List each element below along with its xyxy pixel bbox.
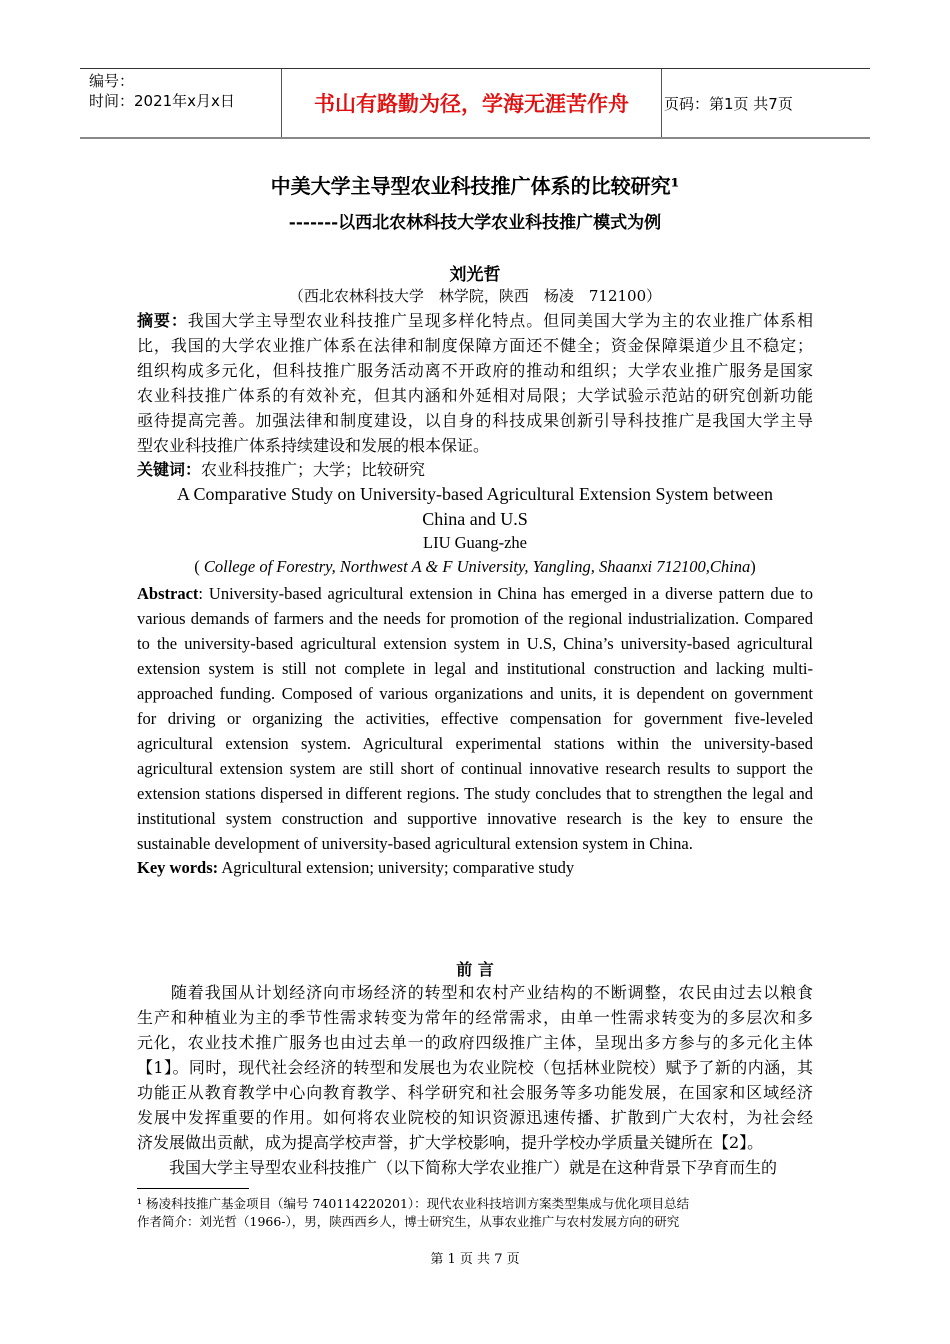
affiliation-en-text: College of Forestry, Northwest A & F University, Yangling, Shaanxi 712100,China	[203, 557, 751, 576]
abstract-cn-line	[137, 383, 813, 408]
paper-title: 中美大学主导型农业科技推广体系的比较研究¹	[270, 174, 680, 198]
keywords-en-text: Agricultural extension; university; comparative study	[218, 858, 575, 877]
line-text: 生产和种植业为主的季节性需求转变为常年的经常需求，由单一性需求转变为的多层次和多	[137, 1008, 813, 1027]
title-en	[0, 482, 950, 532]
body-line	[137, 1080, 813, 1105]
author-affiliation: （西北农林科技大学 林学院，陕西 杨凌 712100）	[288, 287, 662, 305]
line-text: 农业科技推广体系的有效补充，但其内涵和外延相对局限；大学试验示范站的研究创新功能	[137, 386, 813, 405]
line-text: 随着我国从计划经济向市场经济的转型和农村产业结构的不断调整，农民由过去以粮食	[137, 983, 813, 1002]
line-text: agricultural extension system. Agricultural experimental stations within the university-based	[137, 734, 813, 753]
body-line	[137, 1030, 813, 1055]
abstract-en-line	[137, 781, 813, 806]
footnote-2: 作者简介：刘光哲（1966-），男，陕西西乡人，博士研究生，从事农业推广与农村发展方向的研究	[137, 1214, 680, 1229]
line-text: 比，我国的大学农业推广体系在法律和制度保障方面还不健全；资金保障渠道少且不稳定；	[137, 336, 813, 355]
abstract-en-line	[137, 681, 813, 706]
page-header	[80, 68, 870, 139]
abstract-label: 摘要：	[137, 311, 188, 330]
header-meta	[80, 69, 280, 137]
line-text: extension system is still not complete in legal and institutional construction and lacking multi-	[137, 659, 813, 678]
line-text: 【1】。同时，现代社会经济的转型和发展也为农业院校（包括林业院校）赋予了新的内涵，其	[137, 1058, 813, 1077]
abstract-cn-line	[137, 358, 813, 383]
body-line	[137, 1005, 813, 1030]
line-text: 我国大学主导型农业科技推广呈现多样化特点。但同美国大学为主的农业推广体系相	[187, 311, 813, 330]
page-footer: 第 1 页 共 7 页	[430, 1252, 520, 1267]
abstract-cn-line	[137, 433, 813, 458]
keywords-en	[137, 855, 813, 880]
keywords-en-label: Key words:	[137, 858, 219, 877]
body-line	[137, 1130, 813, 1155]
line-text: sustainable development of university-based agricultural extension system in China.	[137, 834, 693, 853]
line-text: to the university-based agricultural extension system in U.S, China’s university-based agricultural	[137, 634, 813, 653]
line-text: 发展中发挥重要的作用。如何将农业院校的知识资源迅速传播、扩散到广大农村，为社会经	[137, 1108, 813, 1127]
abstract-en-line	[137, 581, 813, 606]
line-text: 济发展做出贡献，成为提高学校声誉，扩大学校影响，提升学校办学质量关键所在【2】。	[137, 1133, 764, 1152]
abstract-en-line	[137, 806, 813, 831]
title-en-line: China and U.S	[422, 509, 528, 529]
author-en: LIU Guang-zhe	[423, 533, 527, 552]
abstract-en-line	[137, 631, 813, 656]
keywords-text: 农业科技推广；大学；比较研究	[201, 460, 426, 479]
affiliation-en: ( College of Forestry, Northwest A & F University, Yangling, Shaanxi 712100,China)	[194, 557, 756, 576]
section-title: 前 言	[456, 960, 494, 979]
body-line	[137, 1155, 813, 1180]
keywords-cn	[137, 457, 813, 482]
title-en-line: A Comparative Study on University-based Agricultural Extension System between	[177, 484, 773, 504]
line-text: 我国大学主导型农业科技推广（以下简称大学农业推广）就是在这种背景下孕育而生的	[137, 1158, 778, 1177]
header-motto: 书山有路勤为径，学海无涯苦作舟	[281, 69, 662, 137]
abstract-en-line	[137, 606, 813, 631]
body-line	[137, 1105, 813, 1130]
number-label: 编号：	[89, 72, 135, 90]
abstract-en-line	[137, 831, 813, 856]
abstract-label: Abstract	[137, 584, 199, 603]
line-text: institutional system construction and supportive innovative research is the key to ensure the	[137, 809, 813, 828]
header-page-label: 页码：第1页 共7页	[664, 94, 793, 113]
body-line	[137, 1055, 813, 1080]
line-text: 功能正从教育教学中心向教育教学、科学研究和社会服务等多功能发展，在国家和区域经济	[137, 1083, 813, 1102]
line-text: 亟待提高完善。加强法律和制度建设，以自身的科技成果创新引导科技推广是我国大学主导	[137, 411, 813, 430]
keywords-label: 关键词：	[137, 460, 202, 479]
body-line	[137, 980, 813, 1005]
abstract-cn-line	[137, 408, 813, 433]
abstract-cn-line	[137, 333, 813, 358]
paper-subtitle: -------以西北农林科技大学农业科技推广模式为例	[288, 213, 662, 233]
line-text: 元化，农业技术推广服务也由过去单一的政府四级推广主体，呈现出多方参与的多元化主体	[137, 1033, 813, 1052]
abstract-en-line	[137, 756, 813, 781]
line-text: 组织构成多元化，但科技推广服务活动离不开政府的推动和组织；大学农业推广服务是国家	[137, 361, 813, 380]
date-label: 时间：2021年x月x日	[89, 92, 235, 110]
line-text: : University-based agricultural extension in China has emerged in a diverse pattern due to	[198, 584, 813, 603]
line-text: 型农业科技推广体系持续建设和发展的根本保证。	[137, 436, 490, 455]
abstract-cn-line	[137, 308, 813, 333]
abstract-en-line	[137, 731, 813, 756]
line-text: extension stations dispersed in different regions. The study concludes that to strengthen the legal and	[137, 784, 813, 803]
footnote-1: ¹ 杨凌科技推广基金项目（编号 740114220201）：现代农业科技培训方案类型集成与优化项目总结	[137, 1196, 690, 1211]
line-text: agricultural extension system are still short of continual innovative research results to support the	[137, 759, 813, 778]
footnote-divider	[137, 1188, 249, 1189]
line-text: approached funding. Composed of various organizations and units, it is dependent on government	[137, 684, 813, 703]
abstract-en-line	[137, 656, 813, 681]
author-name: 刘光哲	[449, 265, 501, 285]
line-text: various demands of farmers and the needs for promotion of the regional industrialization. Compared	[137, 609, 813, 628]
line-text: for driving or organizing the activities, effective compensation for government five-leveled	[137, 709, 813, 728]
abstract-en-line	[137, 706, 813, 731]
